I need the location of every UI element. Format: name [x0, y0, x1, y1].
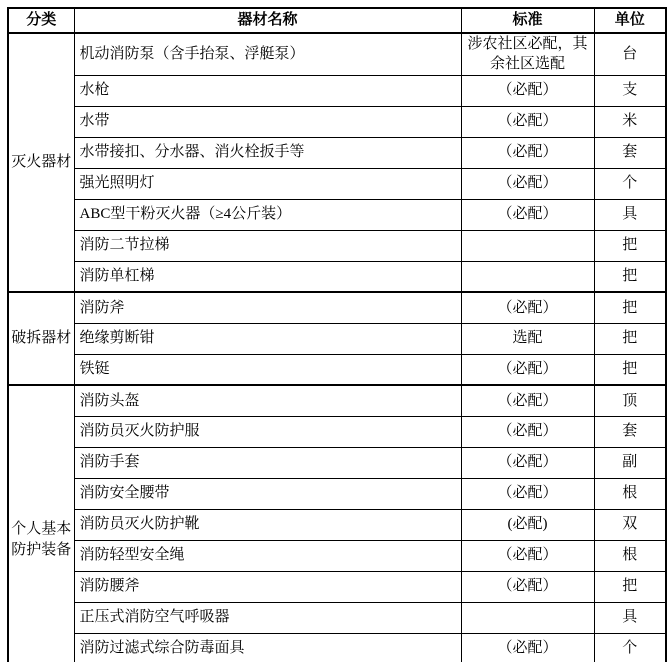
cell-standard: （必配） [461, 137, 594, 168]
cell-unit: 把 [594, 230, 666, 261]
table-row [8, 106, 666, 137]
cell-equipment-name: 机动消防泵（含手抬泵、浮艇泵） [74, 33, 461, 75]
cell-unit: 套 [594, 416, 666, 447]
category-cell-personal-protection: 个人基本防护装备 [8, 385, 74, 662]
cell-standard: （必配） [461, 168, 594, 199]
cell-standard: (必配) [461, 509, 594, 540]
cell-equipment-name: 消防安全腰带 [74, 478, 461, 509]
category-cell-forcible-entry: 破拆器材 [8, 292, 74, 385]
cell-unit: 根 [594, 478, 666, 509]
table-row [8, 354, 666, 385]
cell-unit: 具 [594, 199, 666, 230]
cell-unit: 把 [594, 323, 666, 354]
cell-unit: 副 [594, 447, 666, 478]
cell-unit: 把 [594, 261, 666, 292]
cell-unit: 具 [594, 602, 666, 633]
table-row [8, 137, 666, 168]
table-row [8, 292, 666, 323]
cell-equipment-name: 消防过滤式综合防毒面具 [74, 633, 461, 662]
cell-unit: 台 [594, 33, 666, 75]
cell-standard: （必配） [461, 354, 594, 385]
cell-equipment-name: 水带 [74, 106, 461, 137]
cell-unit: 个 [594, 633, 666, 662]
cell-standard: （必配） [461, 447, 594, 478]
header-standard: 标准 [461, 8, 594, 33]
cell-standard: （必配） [461, 416, 594, 447]
cell-unit: 套 [594, 137, 666, 168]
table-row [8, 168, 666, 199]
cell-standard: （必配） [461, 199, 594, 230]
cell-unit: 把 [594, 354, 666, 385]
cell-standard: （必配） [461, 385, 594, 416]
cell-equipment-name: 消防头盔 [74, 385, 461, 416]
table-row [8, 509, 666, 540]
cell-unit: 双 [594, 509, 666, 540]
cell-equipment-name: 消防腰斧 [74, 571, 461, 602]
cell-equipment-name: 水枪 [74, 75, 461, 106]
cell-standard [461, 602, 594, 633]
table-row [8, 571, 666, 602]
cell-equipment-name: 铁铤 [74, 354, 461, 385]
cell-equipment-name: 消防员灭火防护服 [74, 416, 461, 447]
cell-standard: （必配） [461, 75, 594, 106]
cell-standard: （必配） [461, 106, 594, 137]
cell-equipment-name: 水带接扣、分水器、消火栓扳手等 [74, 137, 461, 168]
cell-unit: 个 [594, 168, 666, 199]
equipment-table [7, 7, 667, 662]
cell-equipment-name: 消防单杠梯 [74, 261, 461, 292]
table-row [8, 75, 666, 106]
header-unit: 单位 [594, 8, 666, 33]
table-row [8, 323, 666, 354]
table-row [8, 261, 666, 292]
table-header-row [8, 8, 666, 33]
cell-equipment-name: 正压式消防空气呼吸器 [74, 602, 461, 633]
category-cell-fire-extinguishing: 灭火器材 [8, 33, 74, 292]
cell-equipment-name: 消防手套 [74, 447, 461, 478]
header-category: 分类 [8, 8, 74, 33]
cell-equipment-name: 消防员灭火防护靴 [74, 509, 461, 540]
cell-equipment-name: 消防轻型安全绳 [74, 540, 461, 571]
cell-standard: （必配） [461, 292, 594, 323]
table-row [8, 230, 666, 261]
cell-equipment-name: 消防二节拉梯 [74, 230, 461, 261]
table-row [8, 633, 666, 662]
table-row [8, 447, 666, 478]
table-row [8, 199, 666, 230]
cell-unit: 支 [594, 75, 666, 106]
cell-standard: 涉农社区必配，其余社区选配 [461, 33, 594, 75]
cell-equipment-name: 强光照明灯 [74, 168, 461, 199]
cell-standard: 选配 [461, 323, 594, 354]
cell-unit: 米 [594, 106, 666, 137]
table-row [8, 602, 666, 633]
table-row [8, 416, 666, 447]
cell-equipment-name: ABC型干粉灭火器（≥4公斤装） [74, 199, 461, 230]
cell-standard: （必配） [461, 540, 594, 571]
cell-equipment-name: 绝缘剪断钳 [74, 323, 461, 354]
cell-unit: 把 [594, 292, 666, 323]
header-equipment-name: 器材名称 [74, 8, 461, 33]
cell-unit: 把 [594, 571, 666, 602]
table-row [8, 385, 666, 416]
table-row [8, 33, 666, 75]
cell-standard: （必配） [461, 478, 594, 509]
cell-standard [461, 230, 594, 261]
cell-equipment-name: 消防斧 [74, 292, 461, 323]
cell-standard: （必配） [461, 571, 594, 602]
cell-unit: 根 [594, 540, 666, 571]
cell-unit: 顶 [594, 385, 666, 416]
cell-standard: （必配） [461, 633, 594, 662]
cell-standard [461, 261, 594, 292]
table-row [8, 478, 666, 509]
table-row [8, 540, 666, 571]
